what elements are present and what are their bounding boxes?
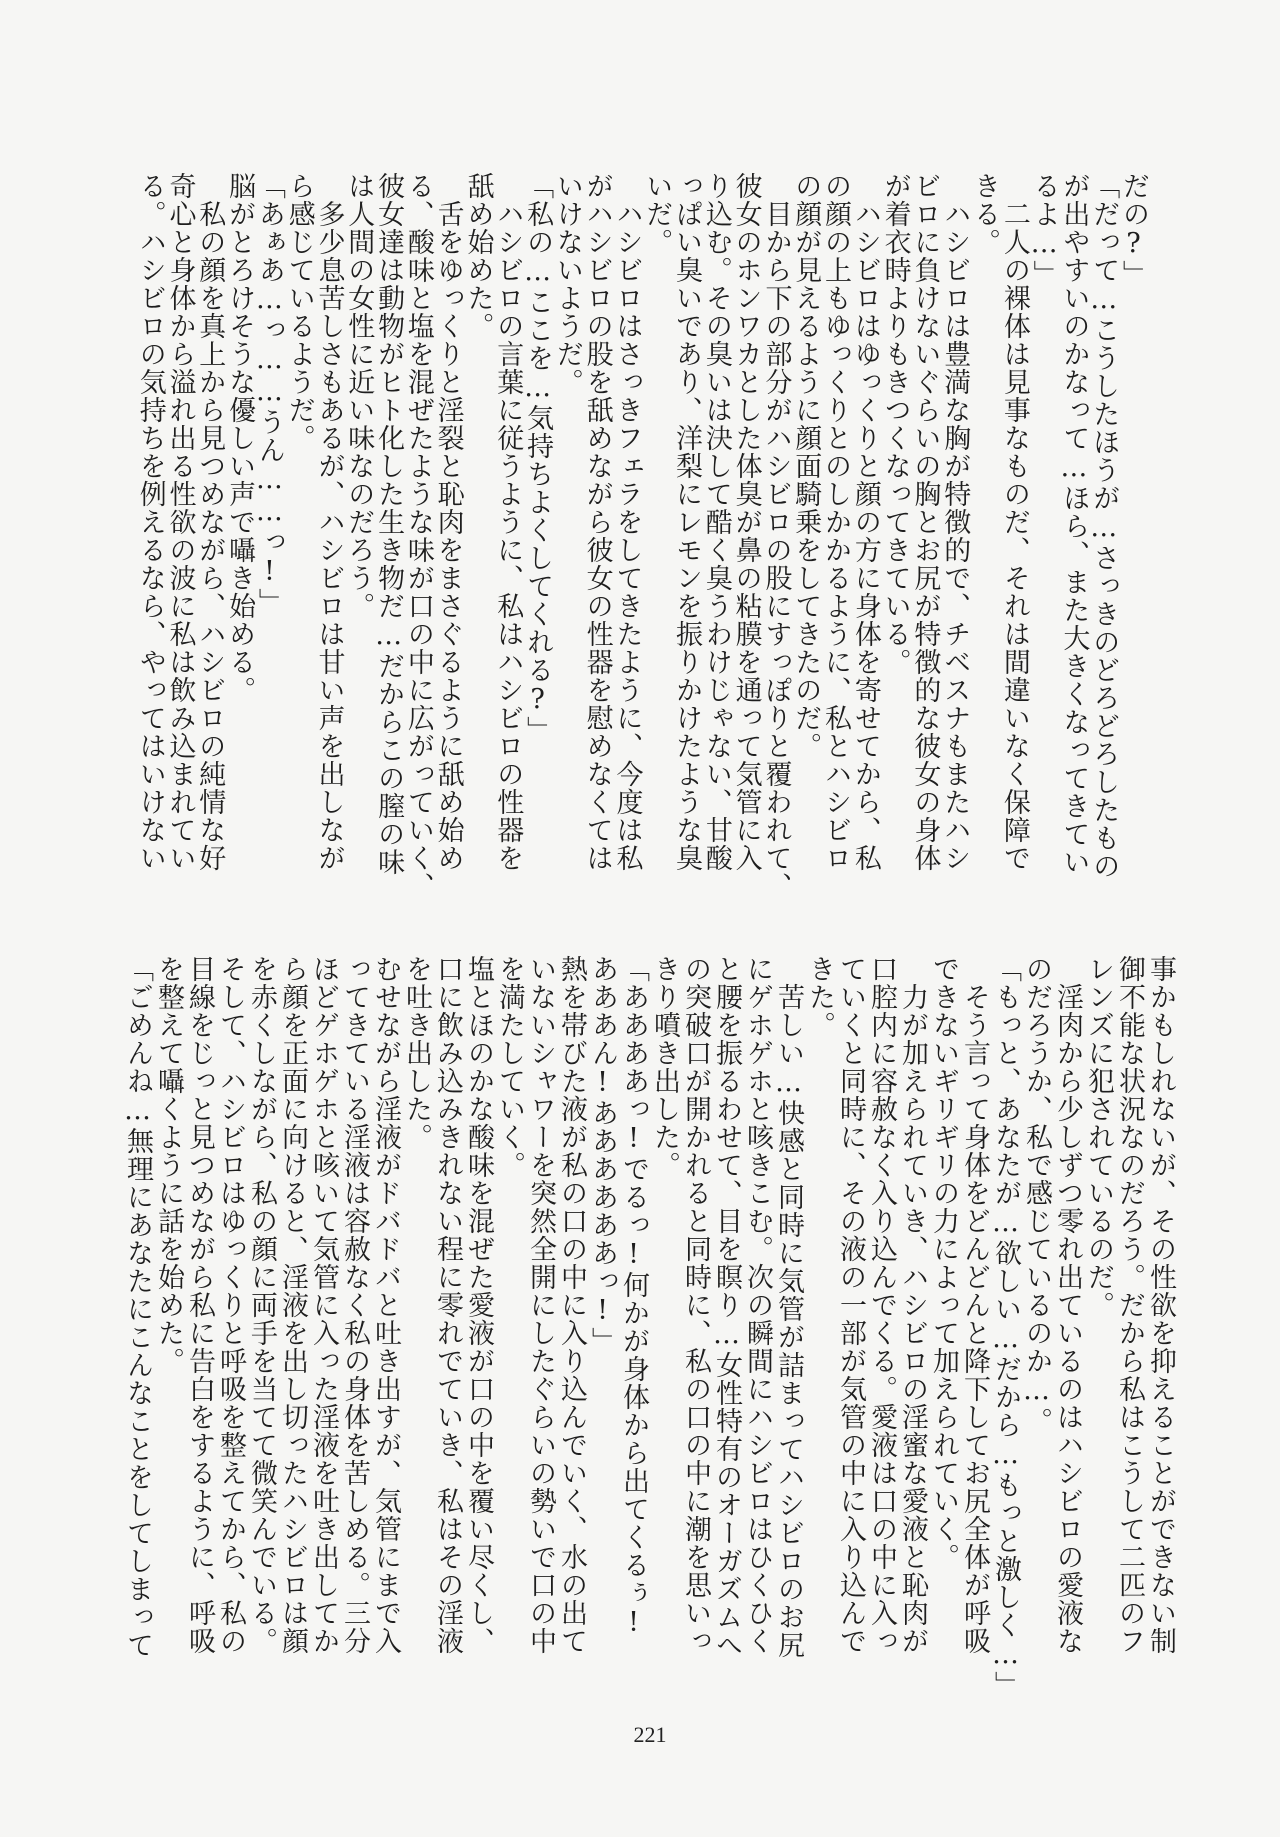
text-column: 彼女のホンワカとした体臭が鼻の粘膜を通って気管に入 bbox=[730, 172, 762, 872]
text-column: そして、ハシビロはゆっくりと呼吸を整えてから、私の bbox=[215, 955, 246, 1655]
text-column: 熱を帯びた液が私の口の中に入り込んでいく、水の出て bbox=[556, 955, 587, 1655]
text-column: ハシビロはさっきフェラをしてきたように、今度は私 bbox=[611, 172, 643, 872]
text-column: っぱい臭いであり、洋梨にレモンを振りかけたような臭 bbox=[671, 172, 703, 872]
text-column: を吐き出した。 bbox=[401, 955, 432, 1151]
lower-text-block bbox=[118, 955, 1174, 1699]
text-column: きる。 bbox=[969, 172, 1001, 256]
text-column: 多少息苦しさもあるが、ハシビロは甘い声を出しなが bbox=[313, 172, 345, 872]
text-column: 口に飲み込みきれない程に零れでていき、私はその淫液 bbox=[432, 955, 463, 1655]
text-column: ビロに負けないぐらいの胸とお尻が特徴的な彼女の身体 bbox=[909, 172, 941, 872]
text-column: 「だって…こうしたほうが…さっきのどろどろしたもの bbox=[1088, 172, 1120, 880]
text-column: の顔が見えるように顔面騎乗をしてきたのだ。 bbox=[790, 172, 822, 760]
text-column: 「私の…ここを…気持ちよくしてくれる?」 bbox=[522, 172, 554, 744]
text-column: 力が加えられていき、ハシビロの淫蜜な愛液と恥肉が bbox=[897, 955, 928, 1655]
text-column: 「ごめんね…無理にあなたにこんなことをしてしまって bbox=[122, 955, 153, 1659]
text-column: 奇心と身体から溢れ出る性欲の波に私は飲み込まれてい bbox=[164, 172, 196, 872]
text-column: る。ハシビロの気持ちを例えるなら、やってはいけない bbox=[134, 172, 166, 872]
text-column: 塩とほのかな酸味を混ぜた愛液が口の中を覆い尽くし、 bbox=[463, 955, 494, 1655]
text-column: と腰を振るわせて、目を瞑り…女性特有のオーガズムへ bbox=[711, 955, 742, 1659]
text-column: むせながら淫液がドバドバと吐き出すが、気管にまで入 bbox=[370, 955, 401, 1655]
text-column: が出やすいのかなって…ほら、また大きくなってきてい bbox=[1058, 172, 1090, 876]
text-column: いだ。 bbox=[641, 172, 673, 256]
text-column: 淫肉から少しずつ零れ出ているのはハシビロの愛液な bbox=[1052, 955, 1083, 1655]
text-column: を整えて囁くように話を始めた。 bbox=[153, 955, 184, 1375]
text-column: レンズに犯されているのだ。 bbox=[1083, 955, 1114, 1319]
text-column: いないシャワーを突然全開にしたぐらいの勢いで口の中 bbox=[525, 955, 556, 1655]
text-column: あああん!ああああああっ!」 bbox=[587, 955, 618, 1355]
text-column: 口腔内に容赦なく入り込んでくる。愛液は口の中に入っ bbox=[866, 955, 897, 1655]
text-column: 私の顔を真上から見つめながら、ハシビロの純情な好 bbox=[194, 172, 226, 872]
text-column: ほどゲホゲホと咳いて気管に入った淫液を吐き出してか bbox=[308, 955, 339, 1655]
text-column: は人間の女性に近い味なのだろう。 bbox=[343, 172, 375, 620]
text-column: ら顔を正面に向けると、淫液を出し切ったハシビロは顔 bbox=[277, 955, 308, 1655]
text-column: 目線をじっと見つめながら私に告白をするように、呼吸 bbox=[184, 955, 215, 1655]
text-column: ハシビロは豊満な胸が特徴的で、チベスナもまたハシ bbox=[939, 172, 971, 872]
text-column: きた。 bbox=[804, 955, 835, 1039]
text-column: 事かもしれないが、その性欲を抑えることができない制 bbox=[1145, 955, 1176, 1655]
text-column: の顔の上もゆっくりとのしかかるように、私とハシビロ bbox=[820, 172, 852, 872]
text-column: がハシビロの股を舐めながら彼女の性器を慰めなくては bbox=[581, 172, 613, 872]
text-column: を満たしていく。 bbox=[494, 955, 525, 1179]
text-column: 彼女達は動物がヒト化した生き物だ…だからこの膣の味 bbox=[373, 172, 405, 876]
text-column: そう言って身体をどんどんと降下してお尻全体が呼吸 bbox=[959, 955, 990, 1655]
text-column: 二人の裸体は見事なものだ、それは間違いなく保障で bbox=[998, 172, 1030, 872]
text-column: にゲホゲホと咳きこむ。次の瞬間にハシビロはひくひく bbox=[742, 955, 773, 1655]
text-column: いけないようだ。 bbox=[551, 172, 583, 396]
text-column: 「もっと、あなたが…欲しい…だから…もっと激しく…」 bbox=[990, 955, 1021, 1699]
text-column: ハシビロはゆっくりと顔の方に身体を寄せてから、私 bbox=[849, 172, 881, 872]
text-column: できないギリギリの力によって加えられていく。 bbox=[928, 955, 959, 1571]
text-column: 御不能な状況なのだろう。だから私はこうして二匹のフ bbox=[1114, 955, 1145, 1655]
upper-text-block bbox=[133, 172, 1147, 900]
text-column: る、酸味と塩を混ぜたような味が口の中に広がっていく、 bbox=[402, 172, 434, 900]
text-column: ら感じているようだ。 bbox=[283, 172, 315, 452]
text-column: るよ…」 bbox=[1028, 172, 1060, 288]
text-column: のだろうか、私で感じているのか…。 bbox=[1021, 955, 1052, 1435]
text-column: だの?」 bbox=[1118, 172, 1149, 288]
text-column: 「ああああっ!でるっ!何かが身体から出てくるぅ! bbox=[618, 955, 649, 1639]
text-column: ていくと同時に、その液の一部が気管の中に入り込んで bbox=[835, 955, 866, 1655]
text-column: を赤くしながら、私の顔に両手を当てて微笑んでいる。 bbox=[246, 955, 277, 1655]
text-column: ハシビロの言葉に従うように、私はハシビロの性器を bbox=[492, 172, 524, 872]
text-column: ってきている淫液は容赦なく私の身体を苦しめる。三分 bbox=[339, 955, 370, 1655]
text-column: り込む。その臭いは決して酷く臭うわけじゃない、甘酸 bbox=[700, 172, 732, 872]
text-column: 目から下の部分がハシビロの股にすっぽりと覆われて、 bbox=[760, 172, 792, 900]
text-column: 苦しい…快感と同時に気管が詰まってハシビロのお尻 bbox=[773, 955, 804, 1659]
text-column: 舌をゆっくりと淫裂と恥肉をまさぐるように舐め始め bbox=[432, 172, 464, 872]
text-column: きり噴き出した。 bbox=[649, 955, 680, 1179]
text-column: 舐め始めた。 bbox=[462, 172, 494, 340]
text-column: 脳がとろけそうな優しい声で囁き始める。 bbox=[224, 172, 256, 704]
text-column: 「あぁあ…っ……うん……っ!」 bbox=[253, 172, 285, 616]
page-number: 221 bbox=[633, 1722, 667, 1747]
text-column: の突破口が開かれると同時に、私の口の中に潮を思いっ bbox=[680, 955, 711, 1655]
text-column: が着衣時よりもきつくなってきている。 bbox=[879, 172, 911, 676]
